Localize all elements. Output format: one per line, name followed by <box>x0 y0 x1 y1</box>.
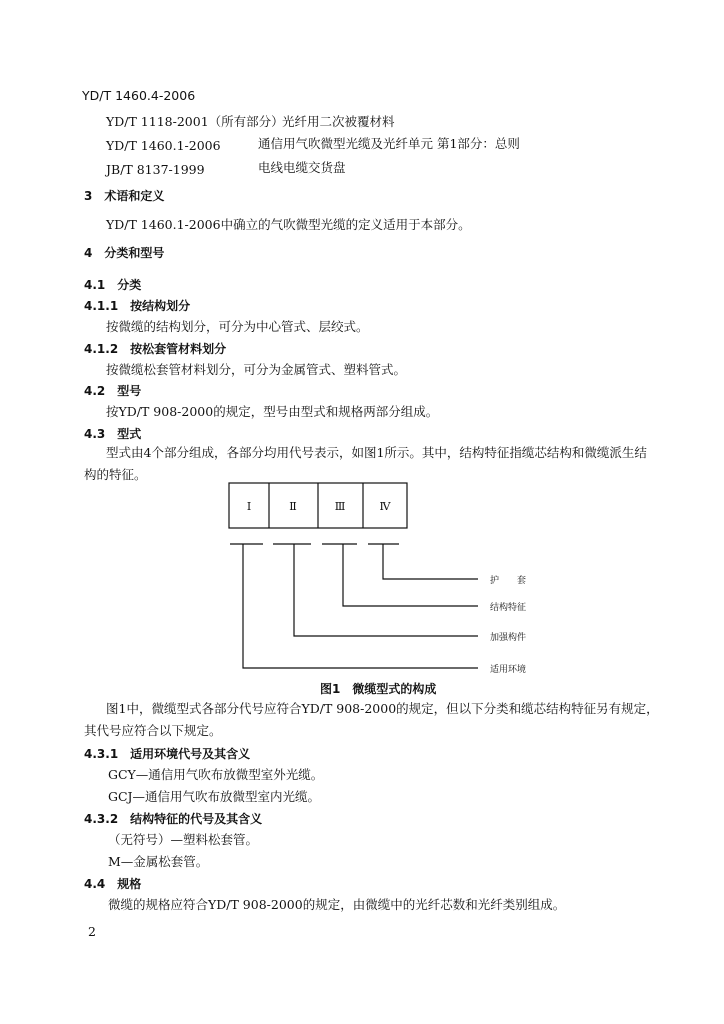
figure-box-label: Ⅳ <box>379 500 391 513</box>
figure-part-label: 结构特征 <box>490 603 527 613</box>
section-heading: 4 分类和型号 <box>84 246 165 260</box>
section-text: 按微缆的结构划分，可分为中心管式、层绞式。 <box>106 319 369 334</box>
reference-title: 电线电缆交货盘 <box>258 160 346 175</box>
section-text: YD/T 1460.1-2006中确立的气吹微型光缆的定义适用于本部分。 <box>106 217 471 232</box>
leader-line-strength <box>294 544 478 636</box>
section-text: 按YD/T 908-2000的规定，型号由型式和规格两部分组成。 <box>106 404 439 419</box>
section-heading: 4.1.1 按结构划分 <box>84 299 191 313</box>
section-text: 型式由4个部分组成，各部分均用代号表示，如图1所示。其中，结构特征指缆芯结构和微缆派生结构的特征。 <box>84 445 647 482</box>
figure-part-label: 适用环境 <box>490 665 527 675</box>
figure-box-label: Ⅲ <box>334 500 346 513</box>
list-item: （无符号）—塑料松套管。 <box>108 832 259 847</box>
standard-code-header: YD/T 1460.4-2006 <box>82 88 196 103</box>
leader-line-sheath <box>383 544 478 579</box>
reference-title: 通信用气吹微型光缆及光纤单元 第1部分：总则 <box>258 136 520 151</box>
list-item: GCJ—通信用气吹布放微型室内光缆。 <box>108 789 321 804</box>
section-heading: 3 术语和定义 <box>84 189 165 203</box>
figure-part-label: 加强构件 <box>490 633 527 643</box>
list-item: M—金属松套管。 <box>108 854 209 869</box>
figure-part-label: 护 套 <box>490 576 527 586</box>
figure-caption: 图1 微缆型式的构成 <box>320 682 437 696</box>
section-heading: 4.4 规格 <box>84 877 142 891</box>
reference-code: YD/T 1118-2001（所有部分） <box>106 114 284 129</box>
section-heading: 4.3.2 结构特征的代号及其含义 <box>84 812 263 826</box>
section-heading: 4.3 型式 <box>84 427 142 441</box>
leader-line-structure <box>343 544 478 606</box>
section-heading: 4.3.1 适用环境代号及其含义 <box>84 747 251 761</box>
section-heading: 4.1 分类 <box>84 278 142 292</box>
section-heading: 4.1.2 按松套管材料划分 <box>84 342 227 356</box>
list-item: GCY—通信用气吹布放微型室外光缆。 <box>108 767 324 782</box>
reference-code: JB/T 8137-1999 <box>106 162 205 177</box>
section-text: 图1中，微缆型式各部分代号应符合YD/T 908-2000的规定，但以下分类和缆芯结构特征另有规定，其代号应符合以下规定。 <box>84 701 659 738</box>
page-number: 2 <box>88 924 96 939</box>
figure-box-label: Ⅱ <box>289 500 297 513</box>
section-heading: 4.2 型号 <box>84 384 142 398</box>
figure-box-label: Ⅰ <box>246 500 252 513</box>
reference-title: 光纤用二次被覆材料 <box>282 114 395 129</box>
section-text: 按微缆松套管材料划分，可分为金属管式、塑料管式。 <box>106 362 407 377</box>
reference-code: YD/T 1460.1-2006 <box>106 138 221 153</box>
section-text: 微缆的规格应符合YD/T 908-2000的规定，由微缆中的光纤芯数和光纤类别组成。 <box>108 897 566 912</box>
